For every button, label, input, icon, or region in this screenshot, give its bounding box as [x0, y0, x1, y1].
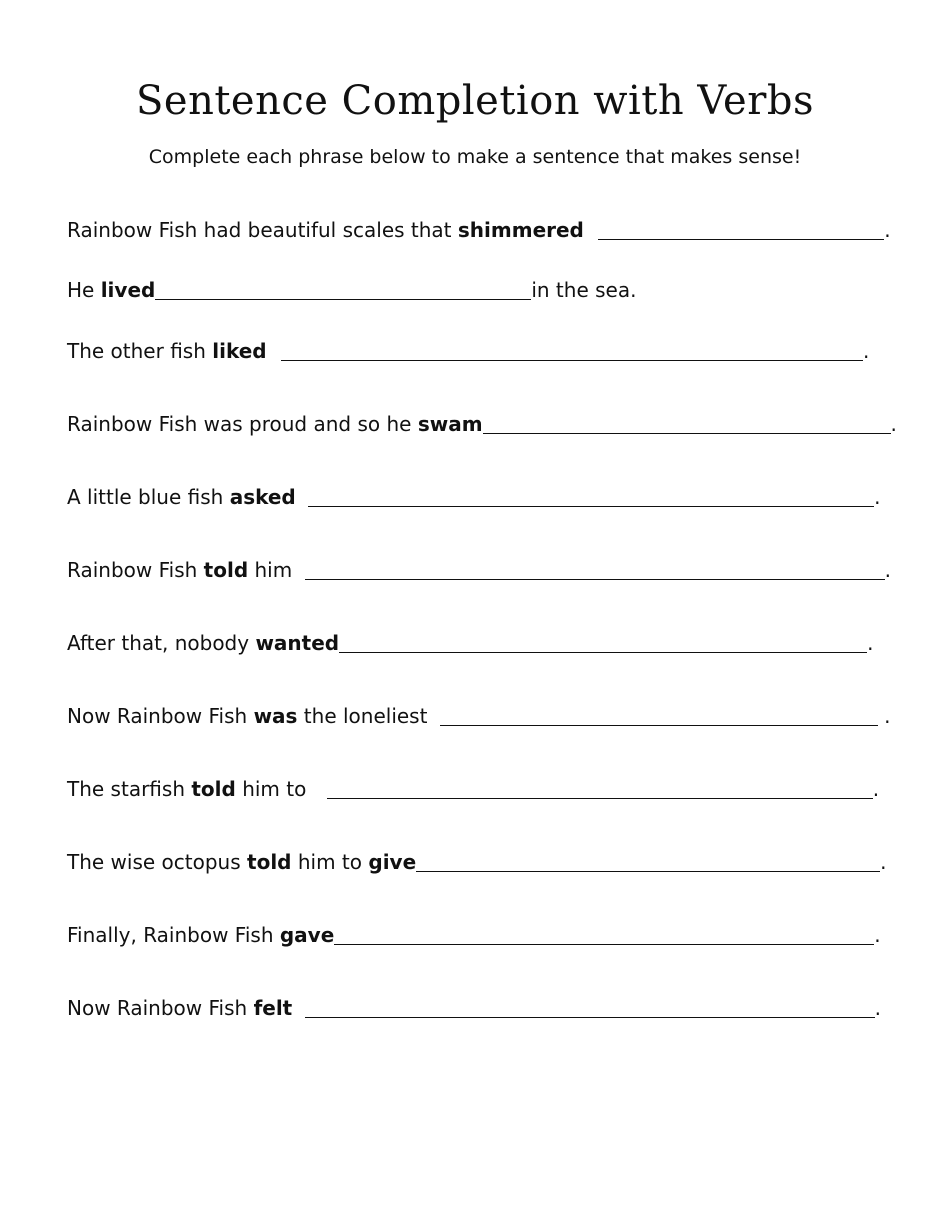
- verb-text: gave: [279, 923, 335, 947]
- verb-text: shimmered: [457, 218, 584, 242]
- sentence-item: [67, 625, 873, 655]
- verb-text: told: [191, 777, 236, 801]
- sentence-text: Now Rainbow Fish: [67, 704, 254, 728]
- verb-text: wanted: [255, 631, 340, 655]
- sentence-text: [267, 339, 273, 363]
- sentence-text: Finally, Rainbow Fish: [67, 923, 280, 947]
- verb-text: felt: [253, 996, 293, 1020]
- sentence-text: After that, nobody: [67, 631, 256, 655]
- sentence-text: [584, 218, 590, 242]
- sentence-ending: .: [874, 923, 881, 947]
- sentence-item: [67, 479, 880, 509]
- sentence-text: him: [248, 558, 299, 582]
- sentence-text: Rainbow Fish: [67, 558, 204, 582]
- sentence-text: The starfish: [67, 777, 192, 801]
- sentence-ending: .: [884, 218, 891, 242]
- worksheet-title: Sentence Completion with Verbs: [136, 78, 814, 124]
- sentence-item: [67, 698, 891, 728]
- sentence-text: [296, 485, 302, 509]
- answer-blank[interactable]: [308, 484, 874, 507]
- sentence-text: The wise octopus: [67, 850, 248, 874]
- sentence-item: [67, 771, 879, 801]
- answer-blank[interactable]: [305, 995, 875, 1018]
- sentence-ending: .: [862, 339, 870, 363]
- sentence-item: [67, 844, 887, 874]
- sentence-text: Rainbow Fish had beautiful scales that: [67, 218, 458, 242]
- sentence-item: [67, 212, 891, 242]
- sentence-text: the loneliest: [297, 704, 434, 728]
- sentence-ending: .: [874, 485, 881, 509]
- sentence-ending: in the sea.: [531, 278, 637, 302]
- sentence-text: Now Rainbow Fish: [67, 996, 254, 1020]
- answer-blank[interactable]: [155, 277, 531, 300]
- sentence-ending: .: [867, 631, 874, 655]
- verb-text: give: [368, 850, 417, 874]
- sentence-item: [67, 333, 869, 363]
- answer-blank[interactable]: [440, 703, 878, 726]
- answer-blank[interactable]: [598, 217, 884, 240]
- verb-text: was: [253, 704, 298, 728]
- sentence-text: A little blue fish: [67, 485, 230, 509]
- verb-text: told: [203, 558, 249, 582]
- sentence-item: [67, 272, 636, 302]
- answer-blank[interactable]: [339, 630, 867, 653]
- answer-blank[interactable]: [281, 338, 863, 361]
- verb-text: lived: [100, 278, 156, 302]
- verb-text: liked: [212, 339, 267, 363]
- worksheet-instructions: Complete each phrase below to make a sentence that makes sense!: [148, 146, 802, 168]
- answer-blank[interactable]: [327, 776, 873, 799]
- sentence-ending: .: [884, 558, 891, 582]
- verb-text: told: [247, 850, 292, 874]
- sentence-item: [67, 552, 891, 582]
- sentence-text: him to: [235, 777, 313, 801]
- sentence-text: Rainbow Fish was proud and so he: [67, 412, 418, 436]
- sentence-item: [67, 917, 881, 947]
- sentence-item: [67, 406, 897, 436]
- sentence-item: [67, 990, 881, 1020]
- answer-blank[interactable]: [305, 557, 885, 580]
- answer-blank[interactable]: [416, 849, 880, 872]
- verb-text: asked: [229, 485, 296, 509]
- sentence-ending: .: [880, 850, 887, 874]
- sentence-ending: .: [877, 704, 891, 728]
- answer-blank[interactable]: [334, 922, 874, 945]
- sentence-ending: .: [890, 412, 897, 436]
- verb-text: swam: [417, 412, 483, 436]
- sentence-text: The other fish: [67, 339, 213, 363]
- sentence-text: [292, 996, 298, 1020]
- sentence-ending: .: [874, 996, 881, 1020]
- sentence-ending: .: [872, 777, 880, 801]
- sentence-text: He: [67, 278, 101, 302]
- answer-blank[interactable]: [483, 411, 891, 434]
- sentence-text: him to: [291, 850, 369, 874]
